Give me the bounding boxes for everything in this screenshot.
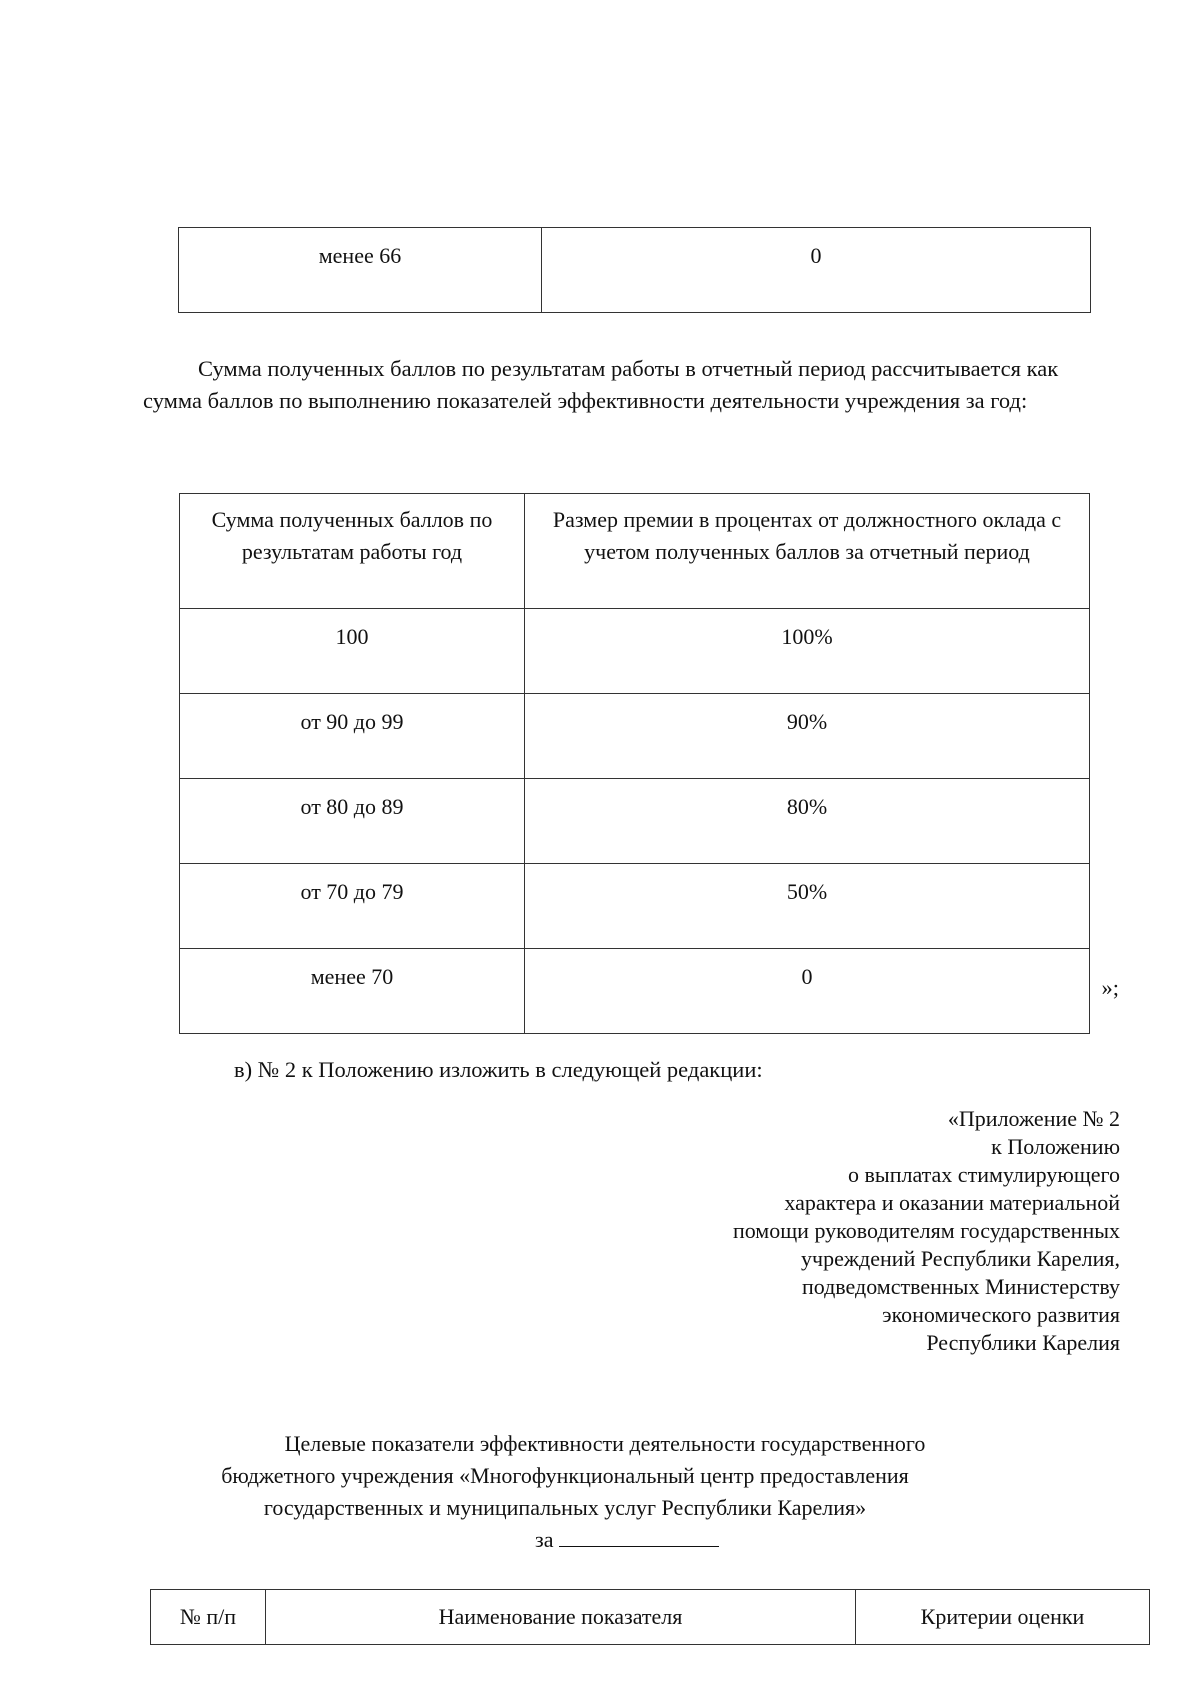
period-prefix: за	[535, 1527, 554, 1552]
appendix-line: подведомственных Министерству	[801, 1274, 1120, 1299]
value-cell: 0	[542, 228, 1091, 313]
score-cell: от 90 до 99	[180, 694, 525, 779]
table-header-row	[151, 1590, 1150, 1645]
table-row	[179, 228, 1091, 313]
paragraph-line-1: Сумма полученных баллов по результатам работы в отчетный период рассчитывается как	[198, 356, 1059, 381]
table-row	[180, 609, 1090, 694]
percent-cell: 50%	[525, 864, 1090, 949]
appendix-line: о выплатах стимулирующего	[848, 1162, 1120, 1187]
header-bonus-percent: Размер премии в процентах от должностного оклада с учетом полученных баллов за отчетный период	[525, 494, 1090, 609]
indicators-table	[150, 1589, 1150, 1645]
appendix-heading	[733, 1105, 1120, 1357]
score-cell: от 80 до 89	[180, 779, 525, 864]
appendix-line: Республики Карелия	[926, 1330, 1120, 1355]
score-cell: менее 70	[180, 949, 525, 1034]
closing-quote: »;	[1101, 975, 1119, 1000]
appendix-line: учреждений Республики Карелия,	[801, 1246, 1120, 1271]
percent-cell: 0	[525, 949, 1090, 1034]
appendix-line: экономического развития	[882, 1302, 1120, 1327]
bonus-table	[179, 493, 1090, 1034]
title-line-2: бюджетного учреждения «Многофункциональный центр предоставления	[221, 1463, 909, 1488]
percent-cell: 90%	[525, 694, 1090, 779]
header-score: Сумма полученных баллов по результатам работы год	[180, 494, 525, 609]
amendment-text: в) № 2 к Положению изложить в следующей редакции:	[234, 1057, 763, 1082]
title-line-1: Целевые показатели эффективности деятельности государственного	[284, 1431, 926, 1456]
appendix-line: к Положению	[991, 1134, 1120, 1159]
paragraph	[0, 353, 1200, 417]
header-criteria: Критерии оценки	[856, 1590, 1150, 1645]
score-cell: от 70 до 79	[180, 864, 525, 949]
appendix-line: помощи руководителям государственных	[732, 1218, 1120, 1243]
percent-cell: 80%	[525, 779, 1090, 864]
document-title	[0, 1428, 1200, 1556]
table-row	[180, 949, 1090, 1034]
title-line-4	[0, 1524, 1200, 1556]
title-line-3: государственных и муниципальных услуг Республики Карелия»	[263, 1495, 867, 1520]
table-row	[180, 779, 1090, 864]
score-cell: менее 66	[179, 228, 542, 313]
header-indicator-name: Наименование показателя	[266, 1590, 856, 1645]
period-blank-line	[559, 1524, 719, 1547]
score-table-fragment	[178, 227, 1091, 313]
appendix-line: характера и оказании материальной	[784, 1190, 1120, 1215]
table-row	[180, 864, 1090, 949]
paragraph-line-2: сумма баллов по выполнению показателей эффективности деятельности учреждения за год:	[143, 388, 1028, 413]
header-number: № п/п	[151, 1590, 266, 1645]
table-row	[180, 694, 1090, 779]
score-cell: 100	[180, 609, 525, 694]
table-header-row	[180, 494, 1090, 609]
percent-cell: 100%	[525, 609, 1090, 694]
appendix-line: «Приложение № 2	[947, 1106, 1120, 1131]
